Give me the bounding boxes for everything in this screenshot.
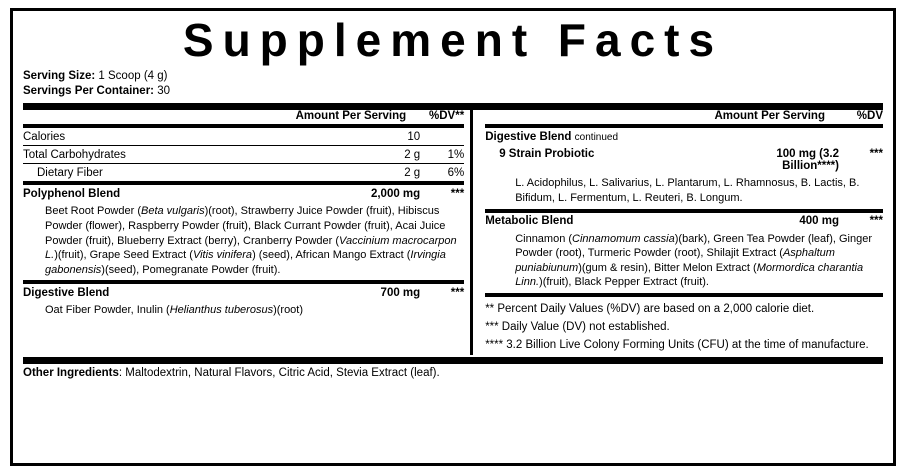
blend-name: Polyphenol Blend <box>23 187 121 200</box>
serving-size-label: Serving Size: <box>23 70 96 82</box>
amount-per-serving-label-right: Amount Per Serving <box>714 110 825 123</box>
blend-name: Digestive Blend <box>23 286 110 299</box>
servings-per-container-value: 30 <box>157 85 171 98</box>
table-row <box>23 146 464 163</box>
blend-description: Beet Root Powder (Beta vulgaris)(root), Strawberry Juice Powder (fruit), Hibiscus Powder (flower), Raspberry Powder (fruit), Black Currant Powder (fruit), Acai Juice Powder (fruit), Blueberry Extract (berry), Cranberry Powder (Vaccinium macrocarpon L.)(fruit), Grape Seed Extract (Vitis vinifera) (seed), African Mango Extract (Irvingia gabonensis)(seed), Pomegranate Powder (fruit). <box>45 205 457 276</box>
other-ingredients-value: : Maltodextrin, Natural Flavors, Citric Acid, Stevia Extract (leaf). <box>118 366 440 379</box>
page-title: Supplement Facts <box>182 14 724 66</box>
blend-dv: *** <box>869 215 883 228</box>
servings-per-container-label: Servings Per Container: <box>23 85 155 98</box>
dv-label-right: %DV <box>856 110 883 123</box>
blend-name: Digestive Blend <box>485 130 572 143</box>
footnote: ** Percent Daily Values (%DV) are based on a 2,000 calorie diet. <box>485 303 815 316</box>
blend-description: Cinnamon (Cinnamomum cassia)(bark), Green Tea Powder (leaf), Ginger Powder (root), Turmeric Powder (root), Shilajit Extract (Asphaltum puniabiunum)(gum & resin), Bitter Melon Extract (Mormordica charantia Linn.)(fruit), Black Pepper Extract (fruit). <box>515 232 873 289</box>
blend-amount: 700 mg <box>380 286 421 299</box>
row-amount: 2 g <box>404 166 421 179</box>
left-column-header <box>23 110 464 124</box>
dv-label-left: %DV** <box>429 110 465 123</box>
footnote: *** Daily Value (DV) not established. <box>485 320 670 333</box>
blend-dv: *** <box>450 187 465 200</box>
item-dv: *** <box>869 147 883 160</box>
servings-per-container-line <box>23 84 883 99</box>
table-row <box>23 128 464 145</box>
footnotes <box>485 297 883 354</box>
right-column-header <box>485 110 883 124</box>
blend-dv: *** <box>450 286 465 299</box>
continued-blend-title <box>485 128 883 145</box>
row-amount: 2 g <box>404 148 421 161</box>
item-description: L. Acidophilus, L. Salivarius, L. Plantarum, L. Rhamnosus, B. Lactis, B. Bifidum, L. Fermentum, L. Reuteri, B. Longum. <box>515 177 860 204</box>
table-row <box>485 145 883 174</box>
row-name: Dietary Fiber <box>37 166 103 179</box>
blend-amount: 400 mg <box>799 215 839 228</box>
supplement-facts-panel <box>10 8 896 466</box>
item-name: 9 Strain Probiotic <box>499 147 595 160</box>
table-row <box>23 185 464 202</box>
column-divider <box>470 110 473 354</box>
amount-per-serving-label-left: Amount Per Serving <box>295 110 407 123</box>
row-amount: 10 <box>407 130 421 143</box>
row-dv: 1% <box>447 148 465 161</box>
blend-name: Metabolic Blend <box>485 215 574 228</box>
other-ingredients <box>23 364 883 379</box>
serving-size-line <box>23 69 883 84</box>
left-column <box>23 110 470 354</box>
blend-amount: 2,000 mg <box>370 187 421 200</box>
item-amount: 100 mg (3.2 Billion****) <box>776 147 839 172</box>
footnote: **** 3.2 Billion Live Colony Forming Units (CFU) at the time of manufacture. <box>485 338 869 351</box>
right-column <box>479 110 883 354</box>
row-name: Total Carbohydrates <box>23 148 126 161</box>
row-dv: 6% <box>447 166 465 179</box>
bottom-rule <box>23 357 883 364</box>
table-row <box>485 213 883 230</box>
facts-columns <box>23 110 883 354</box>
row-name: Calories <box>23 130 66 143</box>
table-row <box>23 284 464 301</box>
serving-size-value: 1 Scoop (4 g) <box>98 70 168 82</box>
other-ingredients-label: Other Ingredients <box>23 366 119 379</box>
header-rule <box>23 103 883 110</box>
table-row <box>23 164 464 181</box>
continued-label: continued <box>574 131 619 143</box>
serving-info <box>23 69 883 99</box>
blend-description: Oat Fiber Powder, Inulin (Helianthus tuberosus)(root) <box>45 304 304 317</box>
